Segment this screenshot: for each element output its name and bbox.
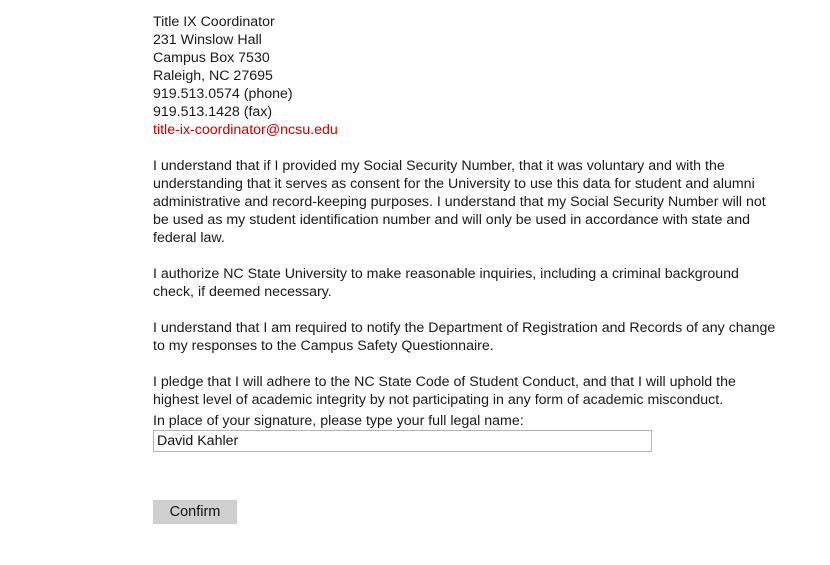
contact-city: Raleigh, NC 27695 (153, 68, 273, 84)
ssn-statement: I understand that if I provided my Social Security Number, that it was voluntary and with the understanding that it serves as consent for the University to use this data for student and alumni administrative and record-keeping purposes. I understand that my Social Security Number will not be used as my student identification number and will only be used in accordance with state and federal law. (153, 158, 766, 246)
contact-street: 231 Winslow Hall (153, 32, 262, 48)
conduct-pledge-statement: I pledge that I will adhere to the NC State Code of Student Conduct, and that I will uphold the highest level of academic integrity by not participating in any form of academic misconduct. (153, 374, 736, 408)
notify-registration-statement: I understand that I am required to notify the Department of Registration and Records of any change to my responses to the Campus Safety Questionnaire. (153, 320, 776, 354)
contact-fax: 919.513.1428 (fax) (153, 104, 273, 120)
background-check-statement: I authorize NC State University to make reasonable inquiries, including a criminal background check, if deemed necessary. (153, 266, 739, 300)
contact-title: Title IX Coordinator (153, 14, 275, 30)
agreement-content (153, 13, 783, 452)
confirm-button[interactable]: Confirm (153, 500, 237, 524)
contact-phone: 919.513.0574 (phone) (153, 86, 293, 102)
contact-campus-box: Campus Box 7530 (153, 50, 270, 66)
signature-label: In place of your signature, please type your full legal name: (153, 413, 524, 429)
signature-input[interactable] (153, 430, 652, 452)
contact-block (153, 13, 783, 139)
contact-email-link[interactable]: title-ix-coordinator@ncsu.edu (153, 122, 338, 138)
